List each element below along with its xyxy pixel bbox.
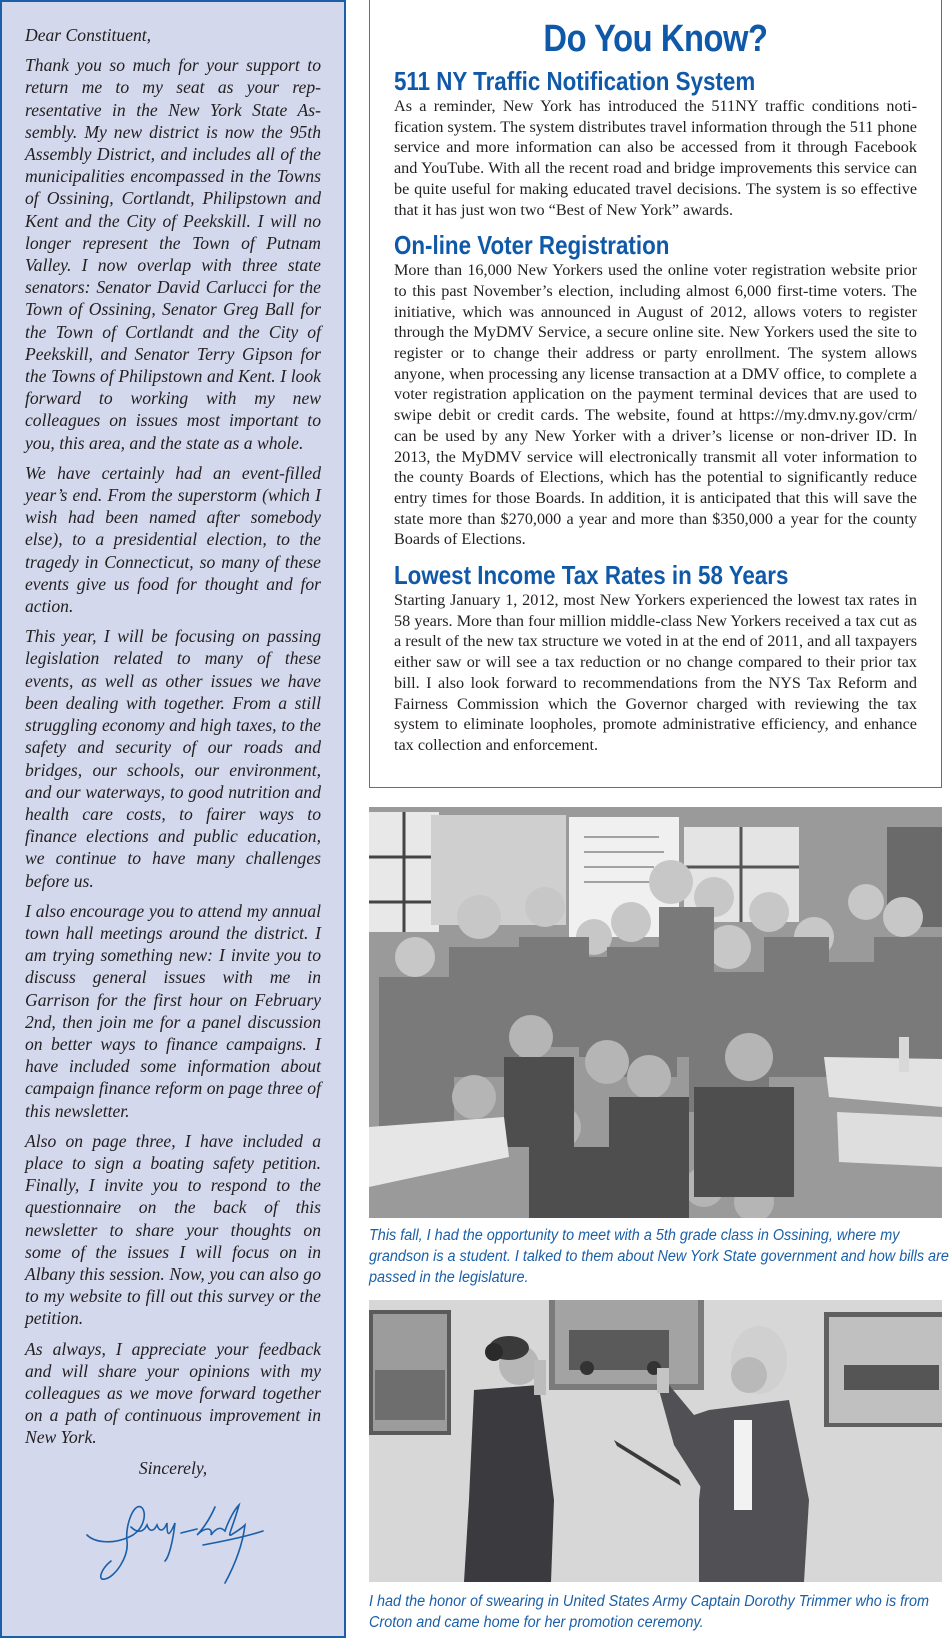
swearing-in-photo (369, 1300, 942, 1582)
classroom-photo-caption: This fall, I had the opportunity to meet with a 5th grade class in Ossining, where my grandson is a student. I talked to them about New York State government and how bills are passed in the legislature. (369, 1227, 949, 1286)
section-heading-voter-registration: On-line Voter Registration (394, 230, 670, 261)
section-body-voter-registration: More than 16,000 New Yorkers used the online voter registration website prior to this past November’s election, including almost 6,000 first-time voters. The initiative, which was announced in August of 2012, allows voters to register through the MyDMV Service, a secure online site. New Yorkers used the site to register or to change their address or party enrollment. The system allows anyone, when processing any license transaction at a DMV office, to complete a voter registration application on the payment terminal devices that are used to swipe debit or credit cards. The website, found at https://my.dmv.ny.gov/crm/ can be used by any New Yorker with a driver’s license or non-driver ID. In 2013, the MyDMV service will electronically transmit all voter information to the county Boards of Elections, which has the potential to significantly reduce entry times for those Boards. In addition, it is anticipated that this will save the state more than $270,000 a year and more than $350,000 a year for the county Boards of Elections. (394, 261, 917, 549)
letter-panel (0, 0, 346, 1638)
letter-paragraph: As always, I appreciate your feedback and will share your opinions with my colleagues as we move forward together on a path of continuous improvement in New York. (25, 1338, 321, 1448)
letter-paragraph: I also encourage you to attend my annual town hall meetings around the district. I am trying something new: I invite you to discuss general issues with me in Garrison for the first hour on February 2nd, then join me for a panel discussion on better ways to finance campaigns. I have included some information about campaign finance reform on page three of this newsletter. (25, 900, 321, 1121)
letter-greeting: Dear Constituent, (25, 25, 152, 45)
classroom-photo (369, 807, 942, 1218)
swearing-in-photo-image (369, 1300, 942, 1582)
section-heading-511ny: 511 NY Traffic Notification System (394, 66, 756, 96)
classroom-photo-image (369, 807, 942, 1218)
do-you-know-title: Do You Know? (543, 18, 768, 60)
letter-paragraph: This year, I will be focusing on passing legislation related to many of these events, as well as other issues we have been dealing with together. From a still struggling economy and high taxes, to the safety and security of our roads and bridges, our schools, our environment, and our waterways, to good nutrition and health care costs, to fairer ways to finance elections and public education, we continue to have many challenges before us. (25, 626, 321, 891)
section-body-tax-rates: Starting January 1, 2012, most New Yorkers experienced the lowest tax rates in 58 years. More than four million middle-class New Yorkers received a tax cut as a result of the new tax structure we voted in at the end of 2011, and all taxpayers either saw or will see a tax reduction or no change compared to their prior tax bill. I also look forward to recommendations from the NYS Tax Reform and Fairness Commission which the Governor charged with reviewing the tax system to eliminate loopholes, promote administrative efficiency, and enhance tax collection and enforcement. (394, 591, 917, 754)
signature-icon (85, 1497, 285, 1587)
letter-paragraph: Also on page three, I have included a place to sign a boating safety petition. Finally, I invite you to respond to the questionnaire on the back of this newsletter to share your thoughts on some of the issues I will focus on in Albany this session. Now, you can also go to my website to fill out this survey or the petition. (25, 1130, 321, 1329)
do-you-know-box (369, 0, 942, 788)
letter-closing: Sincerely, (138, 1457, 208, 1478)
section-heading-tax-rates: Lowest Income Tax Rates in 58 Years (394, 560, 789, 591)
letter-paragraph: We have certainly had an event-filled year’s end. From the superstorm (which I wish had been named after somebody else), to a presidential election, to the tragedy in Connecticut, so many of these events give us food for thought and for action. (25, 462, 321, 617)
section-body-511ny: As a reminder, New York has introduced the 511NY traffic conditions notification system. The system distributes travel information through the 511 phone service and more information can also be accessed from it through Facebook and YouTube. With all the recent road and bridge improvements this service can be quite useful for making educated travel decisions. The system is so effective that it has just won two “Best of New York” awards. (394, 97, 917, 219)
swearing-in-photo-caption: I had the honor of swearing in United States Army Captain Dorothy Trimmer who is from Croton and came home for her promotion ceremony. (369, 1593, 930, 1631)
letter-paragraph: Thank you so much for your support to return me to my seat as your representative in the New York State Assembly. My new district is now the 95th Assembly District, and includes all of the municipalities encompassed in the Towns of Ossining, Cortlandt, Philipstown and Kent and the City of Peekskill. I will no longer represent the Town of Putnam Valley. I now overlap with three state senators: Senator David Carlucci for the Town of Ossining, Senator Greg Ball for the Town of Cortlandt and the City of Peekskill, and Senator Terry Gipson for the Towns of Philipstown and Kent. I look forward to working with my new colleagues on issues most important to you, this area, and the state as a whole. (25, 55, 321, 453)
